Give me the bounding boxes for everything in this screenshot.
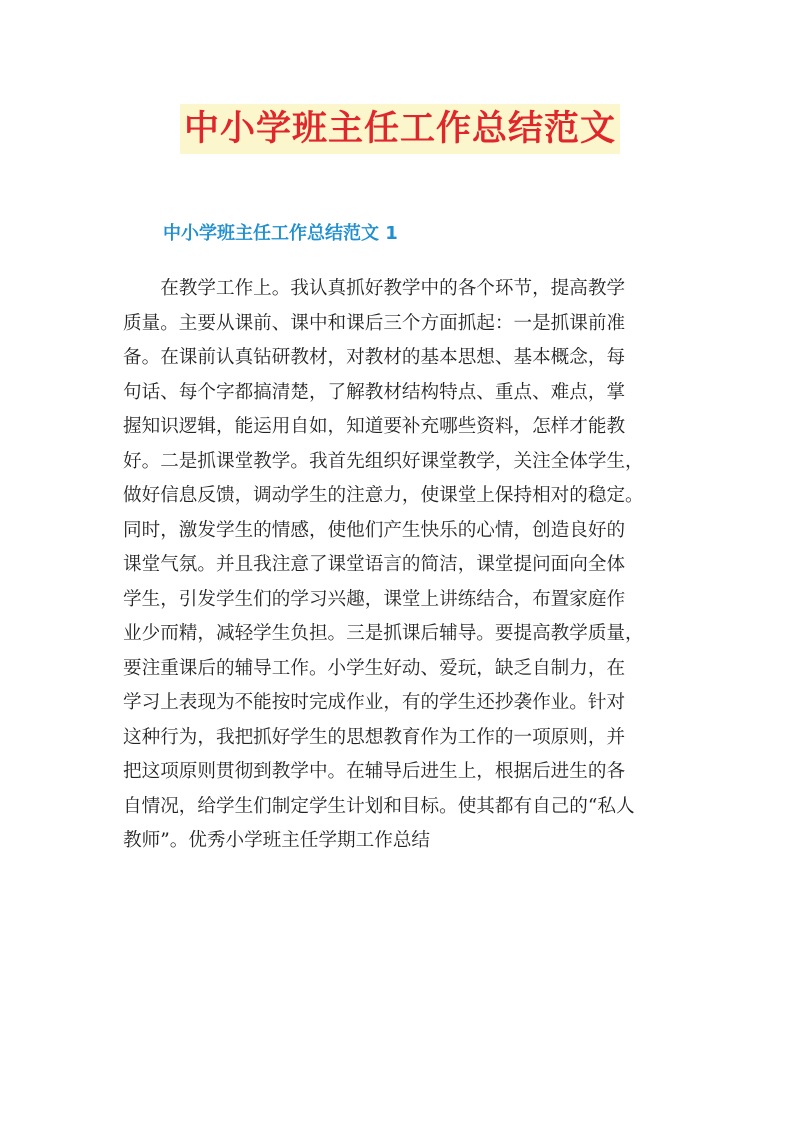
paragraph-line: 句话、每个字都搞清楚，了解教材结构特点、重点、难点，掌 [123,381,626,403]
paragraph-line: 学生，引发学生们的学习兴趣，课堂上讲练结合，布置家庭作 [123,588,626,610]
paragraph-line: 在教学工作上。我认真抓好教学中的各个环节，提高教学 [123,278,626,299]
paragraph-line: 这种行为，我把抓好学生的思想教育作为工作的一项原则，并 [123,726,626,748]
paragraph-line: 教师”。优秀小学班主任学期工作总结 [123,830,431,851]
paragraph-line: 要注重课后的辅导工作。小学生好动、爱玩，缺乏自制力，在 [123,657,626,679]
title-container [0,104,800,154]
paragraph-line: 自情况，给学生们制定学生计划和目标。使其都有自己的“私人 [123,795,635,817]
paragraph-line: 质量。主要从课前、课中和课后三个方面抓起：一是抓课前准 [123,312,626,334]
paragraph-line: 同时，激发学生的情感，使他们产生快乐的心情，创造良好的 [123,519,626,541]
page-title: 中小学班主任工作总结范文 [180,104,620,154]
paragraph-line: 备。在课前认真钻研教材，对教材的基本思想、基本概念，每 [123,347,626,368]
paragraph-line: 好。二是抓课堂教学。我首先组织好课堂教学，关注全体学生， [123,450,644,472]
body-paragraph [123,272,683,859]
paragraph-line: 握知识逻辑，能运用自如，知道要补充哪些资料，怎样才能教 [123,416,626,437]
paragraph-line: 业少而精，减轻学生负担。三是抓课后辅导。要提高教学质量， [123,623,644,644]
section-heading: 中小学班主任工作总结范文 1 [163,223,398,244]
paragraph-line: 课堂气氛。并且我注意了课堂语言的简洁，课堂提问面向全体 [123,554,626,575]
paragraph-line: 做好信息反馈，调动学生的注意力，使课堂上保持相对的稳定。 [123,485,644,506]
paragraph-line: 把这项原则贯彻到教学中。在辅导后进生上，根据后进生的各 [123,761,626,782]
paragraph-line: 学习上表现为不能按时完成作业，有的学生还抄袭作业。针对 [123,692,626,713]
